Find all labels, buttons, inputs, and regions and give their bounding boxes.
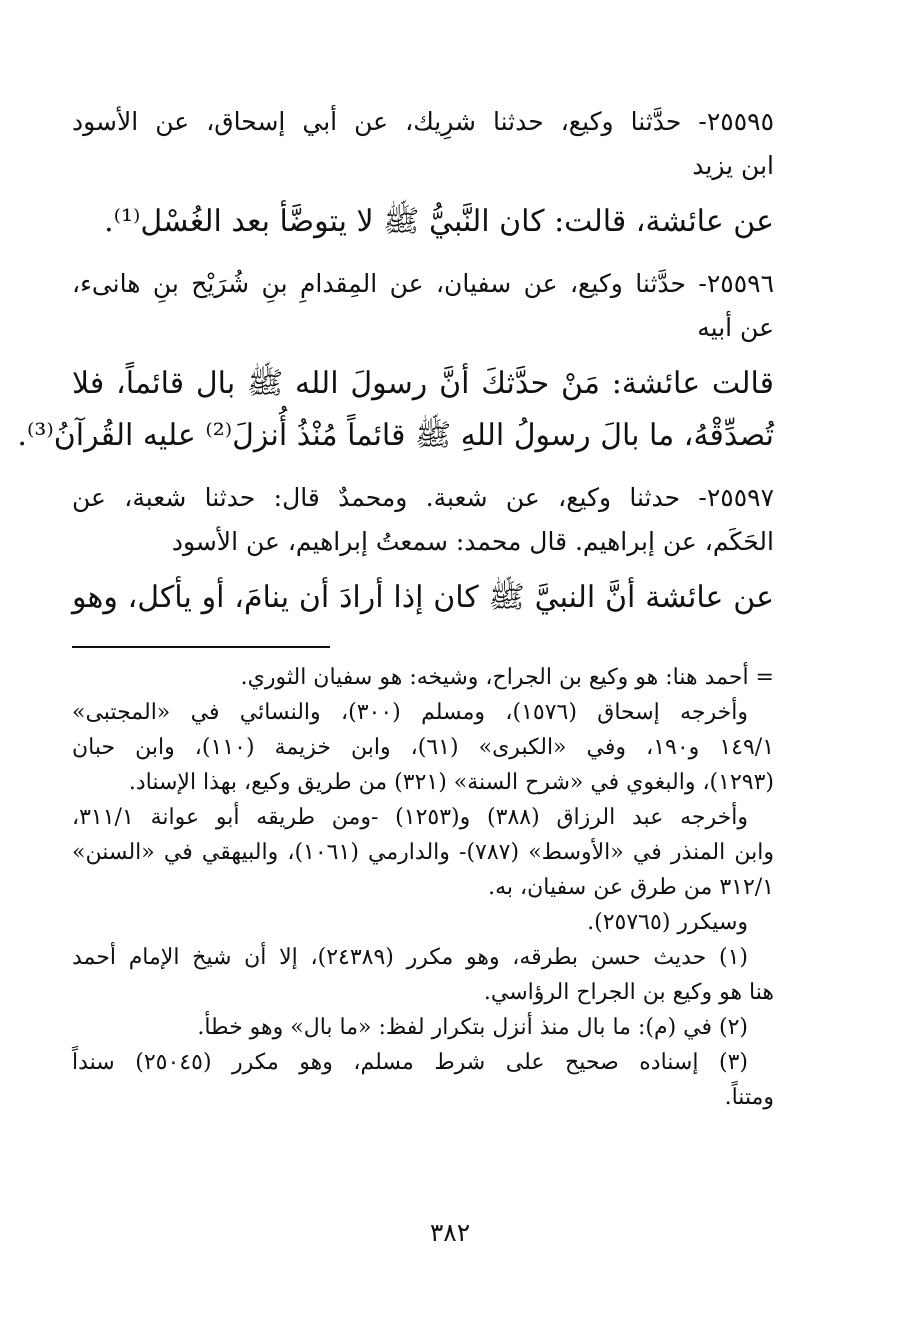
hadith-isnad	[72, 100, 774, 188]
footnote-line: (١٢٩٣)، والبغوي في «شرح السنة» (٣٢١) من طريق وكيع، بهذا الإسناد.	[128, 770, 774, 795]
matn-line: قالت عائشة: مَنْ حدَّثكَ أنَّ رسولَ الله ﷺ بال قائماً، فلا	[72, 366, 774, 401]
isnad-line: ٢٥٥٩٧- حدثنا وكيع، عن شعبة. ومحمدٌ قال: حدثنا شعبة، عن	[72, 483, 774, 512]
page-number: ٣٨٢	[429, 1218, 471, 1247]
footnote-line: (٢) في (م): ما بال منذ أنزل بتكرار لفظ: «ما بال» وهو خطأ.	[197, 1015, 748, 1040]
footnote-paragraph	[72, 1010, 774, 1045]
footnote-paragraph	[72, 660, 774, 695]
main-text	[17, 100, 774, 624]
footnote-line: وسيكرر (٢٥٧٦٥).	[587, 910, 748, 935]
isnad-line: الحَكَم، عن إبراهيم. قال محمد: سمعتُ إبراهيم، عن الأسود	[171, 527, 774, 556]
footnote-paragraph	[72, 800, 774, 905]
hadith-matn	[17, 358, 774, 462]
hadith-matn	[72, 196, 774, 248]
footnote-line: ٣١٢/١ من طرق عن سفيان، به.	[488, 875, 774, 900]
footnote-line: وابن المنذر في «الأوسط» (٧٨٧)- والدارمي (١٠٦١)، والبيهقي في «السنن»	[72, 840, 774, 865]
hadith-isnad	[72, 262, 774, 350]
footnote-paragraph	[72, 1045, 774, 1115]
hadith-matn	[72, 572, 774, 624]
footnote-line: وأخرجه إسحاق (١٥٧٦)، ومسلم (٣٠٠)، والنسائي في «المجتبى»	[72, 700, 748, 725]
footnote-separator-wrap	[72, 646, 774, 648]
isnad-line: ٢٥٥٩٥- حدَّثنا وكيع، حدثنا شرِيك، عن أبي إسحاق، عن الأسود	[72, 107, 774, 136]
hadith-2	[17, 262, 774, 462]
isnad-line: ٢٥٥٩٦- حدَّثنا وكيع، عن سفيان، عن المِقدامِ بنِ شُرَيْح بنِ هانىء،	[72, 269, 774, 298]
matn-line: عن عائشة أنَّ النبيَّ ﷺ كان إذا أرادَ أن ينامَ، أو يأكل، وهو	[72, 580, 774, 615]
footnote-line: (٣) إسناده صحيح على شرط مسلم، وهو مكرر (٢٥٠٤٥) سنداً	[72, 1050, 748, 1075]
matn-line: تُصدِّقْهُ، ما بالَ رسولُ اللهِ ﷺ قائماً مُنْذُ أُنزلَ⁽²⁾ عليه القُرآنُ⁽³⁾.	[17, 418, 774, 453]
hadith-1	[72, 100, 774, 248]
hadith-3	[72, 476, 774, 624]
footnote-line: وأخرجه عبد الرزاق (٣٨٨) و(١٢٥٣) -ومن طريقه أبو عوانة ٣١١/١،	[72, 805, 748, 830]
footnotes	[72, 660, 774, 1115]
footnote-paragraph	[72, 940, 774, 1010]
footnote-paragraph	[72, 695, 774, 800]
footnote-line: = أحمد هنا: هو وكيع بن الجراح، وشيخه: هو سفيان الثوري.	[240, 665, 774, 690]
hadith-isnad	[72, 476, 774, 564]
footnote-paragraph	[72, 905, 774, 940]
footnote-line: هنا هو وكيع بن الجراح الرؤاسي.	[483, 980, 774, 1005]
footnote-separator	[72, 646, 330, 648]
matn-line: عن عائشة، قالت: كان النَّبيُّ ﷺ لا يتوضَّأ بعد الغُسْل⁽¹⁾.	[104, 204, 774, 239]
footnote-line: (١) حديث حسن بطرقه، وهو مكرر (٢٤٣٨٩)، إلا أن شيخ الإمام أحمد	[72, 945, 748, 970]
isnad-line: عن أبيه	[697, 313, 774, 342]
isnad-line: ابن يزيد	[692, 151, 774, 180]
footnote-line: ١٤٩/١ و١٩٠، وفي «الكبرى» (٦١)، وابن خزيمة (١١٠)، وابن حبان	[72, 735, 775, 760]
footnote-line: ومتناً.	[724, 1085, 774, 1110]
